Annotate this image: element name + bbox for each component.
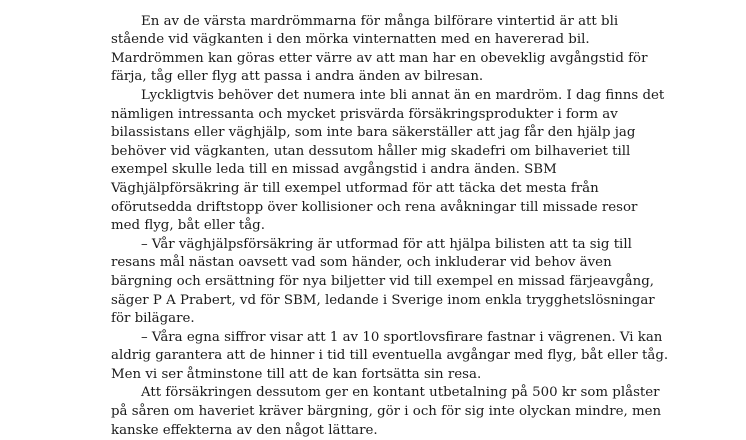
text-line: aldrig garantera att de hinner i tid till eventuella avgångar med flyg, båt eller tåg. bbox=[111, 348, 669, 364]
text-line: med flyg, båt eller tåg. bbox=[111, 218, 265, 234]
text-line: bilassistans eller väghjälp, som inte bara säkerställer att jag får den hjälp jag bbox=[111, 125, 636, 141]
text-line bbox=[111, 0, 651, 13]
text-line: på såren om haveriet kräver bärgning, gör i och för sig inte olyckan mindre, men bbox=[111, 404, 662, 420]
text-line: oförutsedda driftstopp över kollisioner och rena avåkningar till missade resor bbox=[111, 199, 638, 215]
text-line: stående vid vägkanten i den mörka vinternatten med en havererad bil. bbox=[111, 32, 590, 48]
text-line: för bilägare. bbox=[111, 311, 195, 327]
text-line: Mardrömmen kan göras etter värre av att man har en obeveklig avgångstid för bbox=[111, 50, 648, 66]
text-line: färja, tåg eller flyg att passa i andra änden av bilresan. bbox=[111, 69, 484, 85]
text-line: bärgning och ersättning för nya biljetter vid till exempel en missad färjeavgång, bbox=[111, 273, 654, 289]
text-line: resans mål nästan oavsett vad som händer, och inkluderar vid behov även bbox=[111, 255, 612, 271]
text-line: Väghjälpförsäkring är till exempel utformad för att täcka det mesta från bbox=[111, 180, 599, 196]
text-line: En av de värsta mardrömmarna för många bilförare vintertid är att bli bbox=[141, 13, 619, 29]
text-line: Men vi ser åtminstone till att de kan fortsätta sin resa. bbox=[111, 366, 482, 382]
text-line: – Vår väghjälpsförsäkring är utformad för att hjälpa bilisten att ta sig till bbox=[141, 236, 632, 252]
article-body bbox=[111, 0, 669, 440]
text-line: Lyckligtvis behöver det numera inte bli annat än en mardröm. I dag finns det bbox=[141, 87, 665, 103]
text-line: exempel skulle leda till en missad avgångstid i andra änden. SBM bbox=[111, 162, 557, 178]
text-line: säger P A Prabert, vd för SBM, ledande i Sverige inom enkla trygghetslösningar bbox=[111, 292, 655, 308]
text-line: Att försäkringen dessutom ger en kontant utbetalning på 500 kr som plåster bbox=[141, 385, 660, 401]
text-line: – Våra egna siffror visar att 1 av 10 sportlovsfirare fastnar i vägrenen. Vi kan bbox=[141, 329, 663, 345]
text-line: nämligen intressanta och mycket prisvärda försäkringsprodukter i form av bbox=[111, 106, 618, 122]
text-line: kanske effekterna av den något lättare. bbox=[111, 422, 378, 438]
text-line: behöver vid vägkanten, utan dessutom håller mig skadefri om bilhaveriet till bbox=[111, 143, 631, 159]
